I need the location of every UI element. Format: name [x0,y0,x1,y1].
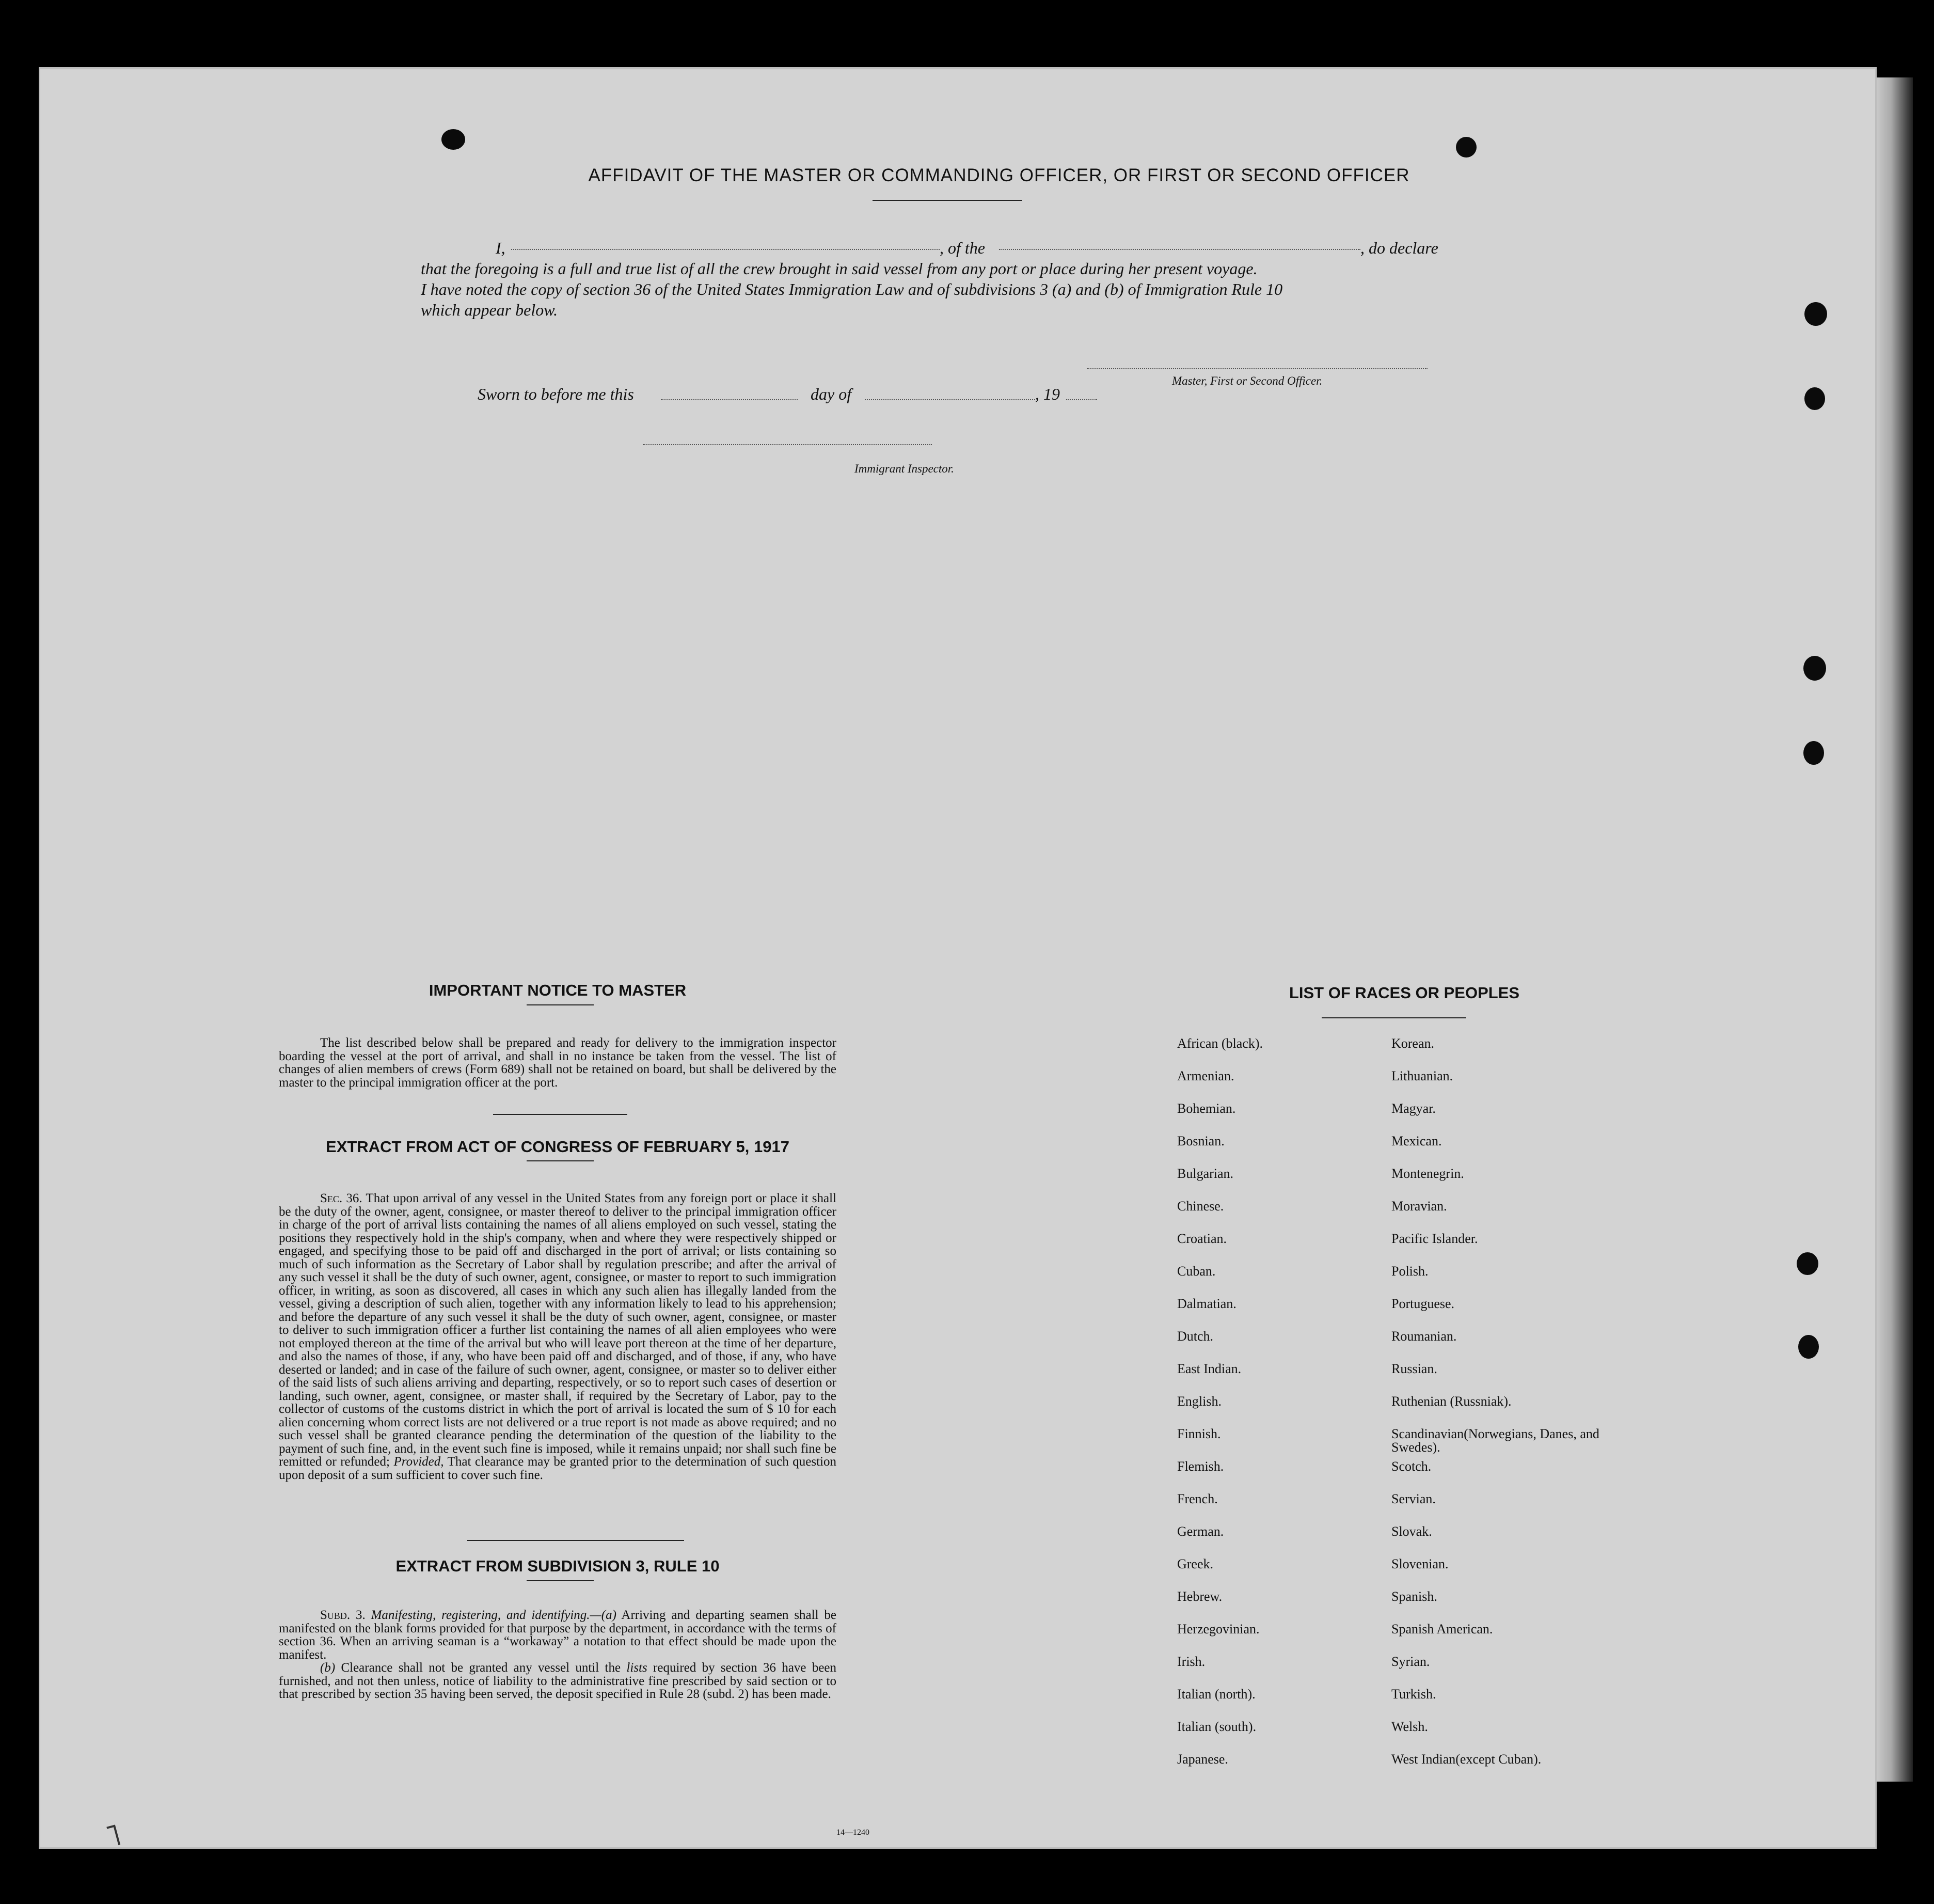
rule10-subd-label: Subd. 3. [320,1608,366,1622]
race-item: Greek. [1177,1556,1214,1571]
race-item: Hebrew. [1177,1589,1223,1604]
races-column-1 [1177,1037,1373,1785]
sworn-label: Sworn to before me this [478,385,634,403]
sworn-year-blank [1066,399,1097,400]
divider [467,1540,684,1541]
vessel-blank [999,249,1360,250]
act-provided: Provided, [393,1455,444,1469]
race-item: West Indian(except Cuban). [1391,1752,1542,1767]
race-item: Cuban. [1177,1264,1216,1279]
rule10-lists-word: lists [626,1661,647,1675]
rule10-text-b1: Clearance shall not be granted any vessel until the [341,1661,621,1675]
rule10-rule [527,1580,594,1581]
race-item: Turkish. [1391,1687,1436,1702]
act-text-proviso: That clearance may be granted prior to the determination of such question upon deposit of a sum sufficient to cover such fine. [279,1455,837,1482]
race-item: Bulgarian. [1177,1166,1234,1181]
notice-rule [527,1004,594,1005]
race-item: Roumanian. [1391,1329,1457,1344]
race-item: Servian. [1391,1491,1436,1506]
name-blank [511,249,940,250]
act-text-main: That upon arrival of any vessel in the United States from any foreign port or place it shall be the duty of the owner, agent, consignee, or master thereof to deliver to the principal immigration officer in charge of the port of arrival lists containing the names of all aliens employed on such vessel, stating the positions they respectively hold in the ship's company, when and where they were respectively shipped or engaged, and specifying those to be paid off and discharged in the port of arrival; or lists containing so much of such information as the Secretary of Labor shall by regulation prescribe; and after the arrival of any such vessel it shall be the duty of such owner, agent, consignee, or master to report to such immigration officer, in writing, as soon as discovered, all cases in which any such alien has illegally landed from the vessel, giving a description of such alien, together with any information likely to lead to his apprehension; and before the departure of any such vessel it shall be the duty of such owner, agent, consignee, or master to deliver to such immigration officer a further list containing the names of all alien employees who were not employed thereon at the time of the arrival but who will leave port thereon at the time of her departure, and also the names of those, if any, who have been paid off and discharged, and of those, if any, who have deserted or landed; and in case of the failure of such owner, agent, consignee, or master so to deliver either of the said lists of such aliens arriving and departing, respectively, or so to report such cases of desertion or landing, such owner, agent, consignee, or master shall, if required by the Secretary of Labor, pay to the collector of customs of the customs district in which the port of arrival is located the sum of $ 10 for each alien concerning whom correct lists are not delivered or a true report is not made as above required; and no such vessel shall be granted clearance pending the determination of the question of the liability to the payment of such fine, and, in the event such fine is imposed, while it remains unpaid; nor shall such fine be remitted or refunded; [279,1191,836,1469]
declaration-line-2: that the foregoing is a full and true list of all the crew brought in said vessel from any port or place during her present voyage. [421,259,1258,278]
sworn-line [478,385,1149,405]
race-item: Lithuanian. [1391,1068,1453,1083]
rule10-text-b2: required by section 36 have been furnished, and not then unless, notice of liability to the administrative fine prescribed by said section or to that prescribed by section 35 having been served, the deposit specified in Rule 28 (subd. 2) has been made. [279,1661,837,1701]
punch-hole [1804,387,1825,410]
race-item: Slovak. [1391,1524,1432,1539]
act-text [279,1192,836,1482]
race-item: Welsh. [1391,1719,1428,1734]
title-rule [873,200,1022,201]
divider [493,1114,627,1115]
race-item: Montenegrin. [1391,1166,1464,1181]
master-label: Master, First or Second Officer. [1172,374,1323,387]
pencil-mark: ˥ [101,1816,126,1855]
race-item: Chinese. [1177,1199,1224,1214]
act-section-label: Sec. 36. [320,1191,362,1205]
race-item: Russian. [1391,1361,1437,1376]
race-item: Irish. [1177,1654,1206,1669]
race-item: Magyar. [1391,1101,1436,1116]
inspector-signature-line [643,444,932,445]
race-item: Spanish American. [1391,1622,1493,1637]
rule10-text [279,1609,836,1701]
race-item: Bosnian. [1177,1134,1225,1148]
race-item: Dalmatian. [1177,1296,1237,1311]
races-heading: LIST OF RACES OR PEOPLES [1289,984,1520,1002]
act-rule [527,1160,594,1161]
race-item: English. [1177,1394,1222,1409]
race-item: Scandinavian(Norwegians, Danes, and Swedes). [1391,1426,1599,1455]
sworn-month-blank [865,399,1035,400]
race-item: Pacific Islander. [1391,1231,1478,1246]
race-item: German. [1177,1524,1224,1539]
form-code: 14—1240 [836,1828,869,1837]
race-item: Polish. [1391,1264,1429,1279]
sworn-day-blank [661,399,798,400]
affidavit-title: AFFIDAVIT OF THE MASTER OR COMMANDING OFFICER, OR FIRST OR SECOND OFFICER [588,165,1410,185]
rule10-subd-title: Manifesting, registering, and identifying.—(a) [371,1608,616,1622]
race-item: Dutch. [1177,1329,1214,1344]
race-item: Japanese. [1177,1752,1228,1767]
race-item: Portuguese. [1391,1296,1455,1311]
race-item: Armenian. [1177,1068,1234,1083]
races-rule [1322,1017,1466,1018]
punch-hole [1803,741,1824,765]
race-item: Italian (north). [1177,1687,1256,1702]
declaration-i: I, [496,239,505,257]
rule10-b-label: (b) [320,1661,336,1675]
inspector-label: Immigrant Inspector. [854,462,954,475]
punch-hole [1798,1335,1819,1359]
master-signature-line [1087,368,1428,369]
race-item: Bohemian. [1177,1101,1236,1116]
punch-hole [1456,137,1477,158]
page-edge [1877,77,1913,1782]
punch-hole [1803,656,1826,681]
race-item: Slovenian. [1391,1556,1449,1571]
race-item: Mexican. [1391,1134,1442,1148]
race-item: Spanish. [1391,1589,1437,1604]
punch-hole [1804,302,1827,326]
race-item: Italian (south). [1177,1719,1257,1734]
race-item: Moravian. [1391,1199,1447,1214]
punch-hole [441,129,465,150]
declaration-of-the: , of the [940,239,985,257]
race-item: African (black). [1177,1036,1263,1051]
sworn-day-of: day of [811,385,852,403]
sworn-year: , 19 [1035,385,1060,403]
rule10-heading: EXTRACT FROM SUBDIVISION 3, RULE 10 [395,1557,720,1575]
races-column-2 [1391,1037,1608,1785]
document-page [39,67,1877,1849]
race-item: Syrian. [1391,1654,1430,1669]
rule10-text-a: Arriving and departing seamen shall be manifested on the blank forms provided for that purpose by the department, in accordance with the terms of section 36. When an arriving seaman is a “workaway” a notation to that effect should be made upon the manifest. [279,1608,836,1662]
race-item: French. [1177,1491,1218,1506]
race-item: Croatian. [1177,1231,1227,1246]
declaration [421,238,1474,320]
race-item: East Indian. [1177,1361,1242,1376]
declaration-do-declare: , do declare [1360,239,1438,257]
race-item: Scotch. [1391,1459,1432,1474]
declaration-line-3: I have noted the copy of section 36 of the United States Immigration Law and of subdivisions 3 (a) and (b) of Immigration Rule 10 [421,280,1283,298]
race-item: Ruthenian (Russniak). [1391,1394,1512,1409]
race-item: Herzegovinian. [1177,1622,1260,1637]
act-heading: EXTRACT FROM ACT OF CONGRESS OF FEBRUARY 5, 1917 [326,1138,789,1156]
race-item: Korean. [1391,1036,1435,1051]
declaration-line-4: which appear below. [421,301,558,319]
notice-text: The list described below shall be prepared and ready for delivery to the immigration inspector boarding the vessel at the port of arrival, and shall in no instance be taken from the vessel. The list of changes of alien members of crews (Form 689) shall not be retained on board, but shall be delivered by the master to the principal immigration officer at the port. [279,1036,836,1090]
punch-hole [1797,1252,1818,1275]
race-item: Flemish. [1177,1459,1224,1474]
race-item: Finnish. [1177,1426,1221,1441]
notice-heading: IMPORTANT NOTICE TO MASTER [429,981,687,999]
